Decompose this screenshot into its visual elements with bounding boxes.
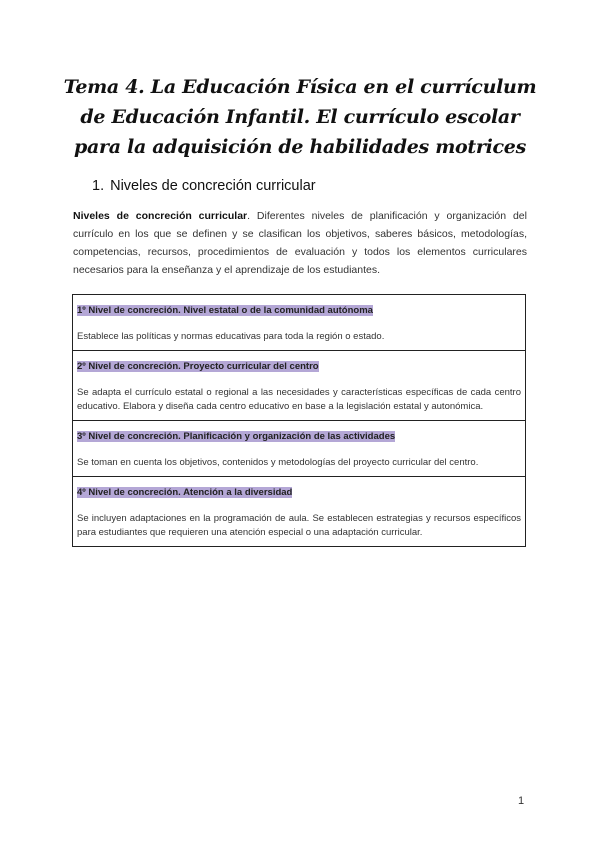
- level-row: [73, 477, 525, 546]
- level-row: [73, 295, 525, 351]
- intro-text: . Diferentes niveles de planificación y organización del currículo en los que se definen y se clasifican los objetivos, saberes básicos, metodologías, competencias, recursos, procedimientos de evaluación y todos los elementos curriculares necesarios para la enseñanza y el aprendizaje de los estudiantes.: [73, 210, 527, 276]
- level-title: 3º Nivel de concreción. Planificación y organización de las actividades: [77, 431, 396, 442]
- page-number: 1: [518, 795, 525, 807]
- levels-table: [72, 294, 526, 547]
- level-description: Se incluyen adaptaciones en la programación de aula. Se establecen estrategias y recursos específicos para estudiantes que requieren una atención especial o una adaptación curricular.: [77, 513, 521, 538]
- section-heading-text: Niveles de concreción curricular: [110, 178, 316, 194]
- intro-paragraph: [73, 207, 527, 279]
- level-row: [73, 351, 525, 421]
- level-description: Se toman en cuenta los objetivos, contenidos y metodologías del proyecto curricular del centro.: [77, 457, 479, 468]
- section-heading: [92, 178, 316, 194]
- page-title: Tema 4. La Educación Física en el currículum de Educación Infantil. El currículo escolar para la adquisición de habilidades motrices: [63, 76, 537, 158]
- intro-term: Niveles de concreción curricular: [73, 210, 248, 222]
- level-title: 1º Nivel de concreción. Nivel estatal o de la comunidad autónoma: [77, 305, 373, 316]
- section-number: 1.: [92, 178, 105, 194]
- level-row: [73, 421, 525, 477]
- level-title: 2º Nivel de concreción. Proyecto curricular del centro: [77, 361, 319, 372]
- level-title: 4º Nivel de concreción. Atención a la diversidad: [77, 487, 293, 498]
- level-description: Establece las políticas y normas educativas para toda la región o estado.: [77, 331, 385, 342]
- level-description: Se adapta el currículo estatal o regional a las necesidades y características específicas de cada centro educativo. Elabora y diseña cada centro educativo en base a la legislación estatal y autonómica.: [77, 387, 521, 412]
